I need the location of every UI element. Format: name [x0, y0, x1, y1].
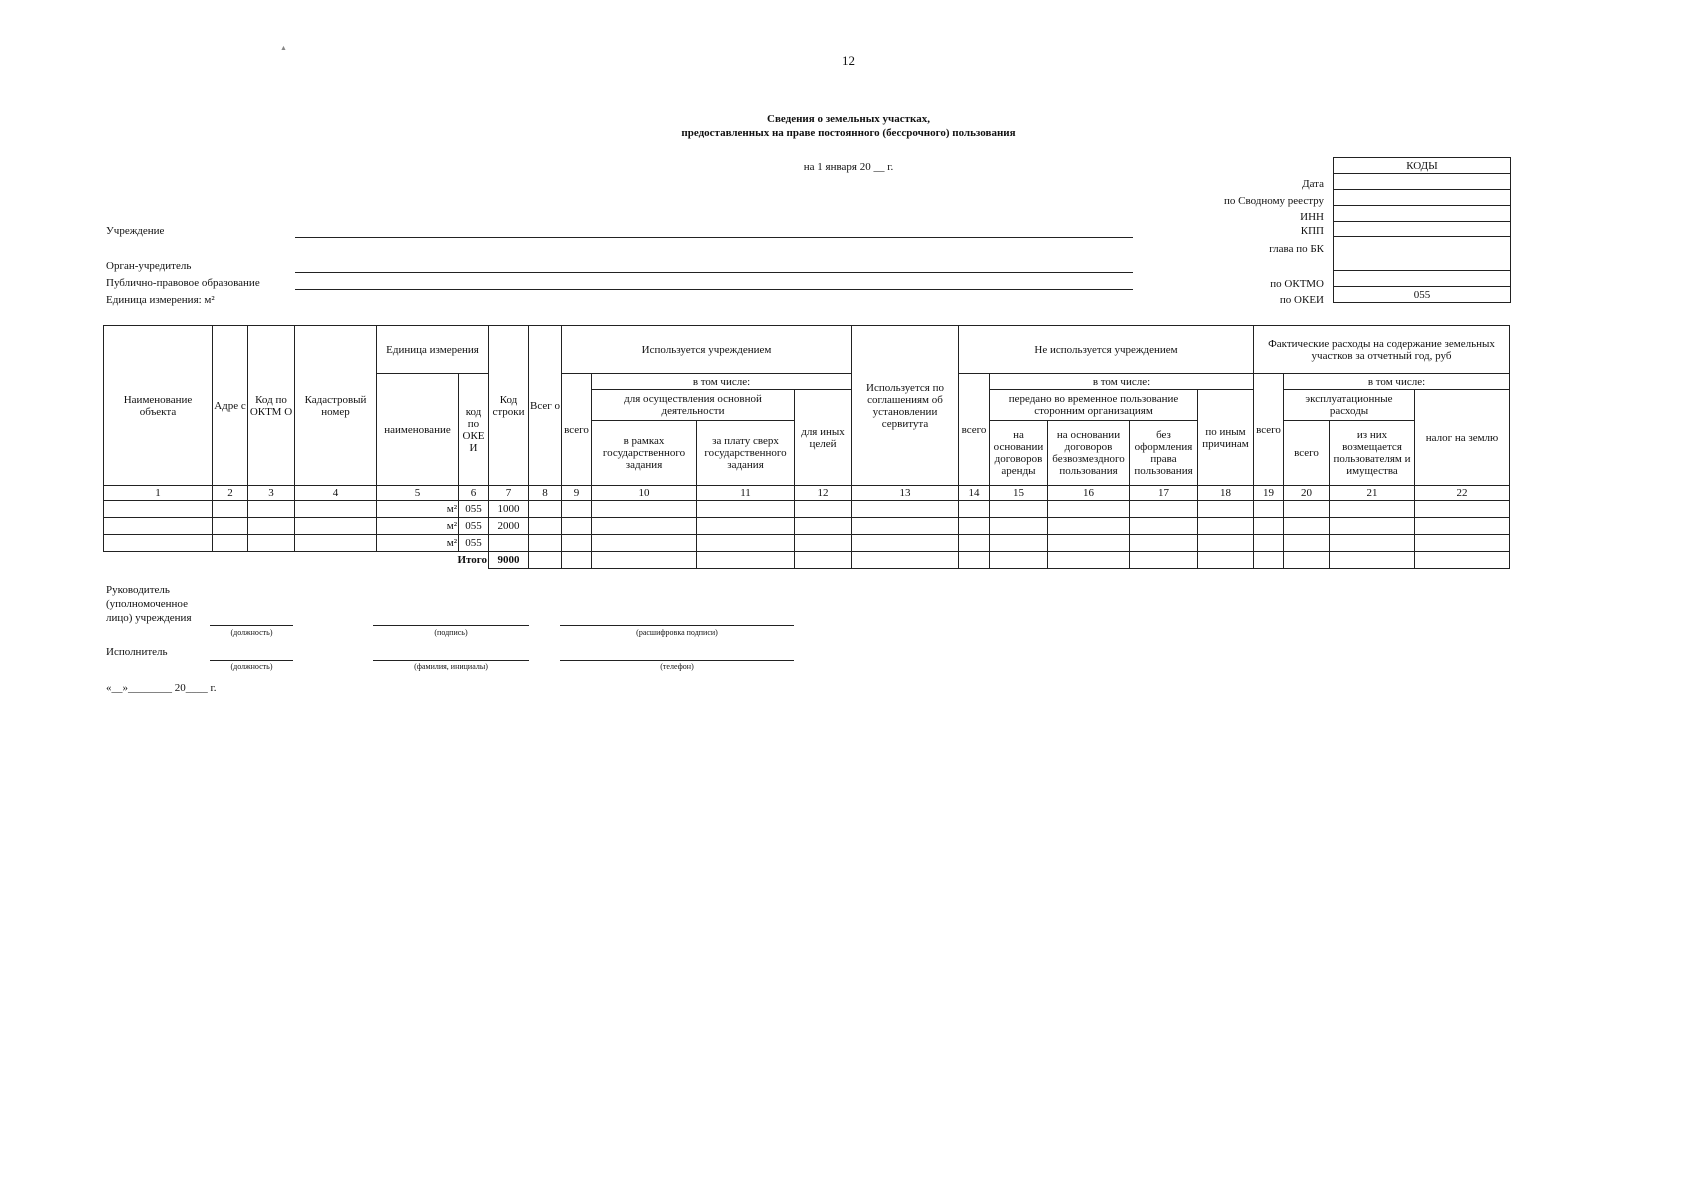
- total-row-code: 9000: [489, 552, 529, 569]
- executor-phone-field[interactable]: [560, 660, 794, 661]
- codes-okei-label: по ОКЕИ: [1279, 294, 1324, 306]
- cell[interactable]: [592, 501, 697, 518]
- column-number: 13: [852, 486, 959, 501]
- codes-chapter-label: глава по БК: [1269, 243, 1324, 255]
- th-unit-name: наименование: [377, 374, 459, 486]
- th-lease: на основании договоров аренды: [990, 421, 1048, 486]
- cell-unit: м²: [377, 501, 459, 518]
- cell[interactable]: [697, 518, 795, 535]
- codes-inn-cell[interactable]: [1334, 206, 1511, 222]
- column-number: 2: [213, 486, 248, 501]
- cell[interactable]: [1254, 501, 1284, 518]
- column-numbers-row: [104, 486, 1510, 501]
- codes-header: КОДЫ: [1334, 158, 1511, 174]
- cell[interactable]: [529, 501, 562, 518]
- executor-label: Исполнитель: [106, 646, 168, 658]
- cell[interactable]: [1130, 518, 1198, 535]
- column-number: 12: [795, 486, 852, 501]
- th-used-incl: в том числе:: [592, 374, 852, 390]
- cell-code: 055: [459, 535, 489, 552]
- cell[interactable]: [795, 501, 852, 518]
- institution-label: Учреждение: [106, 225, 165, 237]
- page-number: 12: [842, 53, 855, 68]
- head-position-field[interactable]: [210, 625, 293, 626]
- head-label: [106, 583, 192, 625]
- column-number: 1: [104, 486, 213, 501]
- cell[interactable]: [1130, 501, 1198, 518]
- institution-field[interactable]: [295, 237, 1133, 238]
- table-row: [104, 501, 1510, 518]
- th-cadastral: Кадастровый номер: [295, 326, 377, 486]
- head-line-3: лицо) учреждения: [106, 612, 192, 624]
- cell[interactable]: [1254, 552, 1284, 569]
- cell[interactable]: [592, 535, 697, 552]
- cell[interactable]: [1284, 552, 1330, 569]
- cell[interactable]: [1284, 535, 1330, 552]
- executor-name-field[interactable]: [373, 660, 529, 661]
- column-number: 17: [1130, 486, 1198, 501]
- th-oktmo: Код по ОКТМ О: [248, 326, 295, 486]
- cell[interactable]: [562, 518, 592, 535]
- th-exp-total: всего: [1254, 374, 1284, 486]
- title-line-1: Сведения о земельных участках,: [767, 113, 930, 125]
- head-line-1: Руководитель: [106, 584, 170, 596]
- codes-kpp-label: КПП: [1300, 225, 1324, 237]
- scan-speck: ▲: [280, 44, 287, 52]
- column-number: 15: [990, 486, 1048, 501]
- head-signature-field[interactable]: [373, 625, 529, 626]
- th-reimbursed: из них возмещается пользователям и имущества: [1330, 421, 1415, 486]
- public-entity-label: Публично-правовое образование: [106, 277, 260, 289]
- codes-registry-cell[interactable]: [1334, 190, 1511, 206]
- total-label: Итого: [104, 552, 489, 569]
- column-number: 4: [295, 486, 377, 501]
- cell[interactable]: [248, 535, 295, 552]
- cell[interactable]: [104, 501, 213, 518]
- th-other-reasons: по иным причинам: [1198, 390, 1254, 486]
- th-op-total: всего: [1284, 421, 1330, 486]
- cell[interactable]: [1198, 518, 1254, 535]
- total-row: [104, 552, 1510, 569]
- cell[interactable]: [529, 552, 562, 569]
- codes-okei-cell: 055: [1334, 287, 1511, 303]
- cell[interactable]: [213, 518, 248, 535]
- th-other-purposes: для иных целей: [795, 390, 852, 486]
- cell[interactable]: [697, 501, 795, 518]
- executor-phone-caption: (телефон): [660, 662, 694, 671]
- public-entity-field[interactable]: [295, 289, 1133, 290]
- cell[interactable]: [1415, 552, 1510, 569]
- codes-table: [1333, 157, 1511, 303]
- cell[interactable]: [852, 518, 959, 535]
- title-line-2: предоставленных на праве постоянного (бессрочного) пользования: [681, 127, 1016, 139]
- report-date: на 1 января 20 __ г.: [803, 161, 894, 173]
- th-used-group: Используется учреждением: [562, 326, 852, 374]
- codes-inn-label: ИНН: [1300, 211, 1324, 223]
- cell[interactable]: [1130, 552, 1198, 569]
- executor-name-caption: (фамилия, инициалы): [414, 662, 488, 671]
- cell[interactable]: [795, 518, 852, 535]
- cell-row-code: 2000: [489, 518, 529, 535]
- th-unit-code: код по ОКЕ И: [459, 374, 489, 486]
- cell[interactable]: [529, 518, 562, 535]
- cell[interactable]: [1415, 535, 1510, 552]
- th-expenses-group: Фактические расходы на содержание земельных участков за отчетный год, руб: [1254, 326, 1510, 374]
- cell[interactable]: [959, 535, 990, 552]
- cell-row-code: [489, 535, 529, 552]
- executor-position-field[interactable]: [210, 660, 293, 661]
- column-number: 6: [459, 486, 489, 501]
- cell[interactable]: [1284, 501, 1330, 518]
- cell[interactable]: [1130, 535, 1198, 552]
- cell[interactable]: [852, 501, 959, 518]
- th-name: Наименование объекта: [104, 326, 213, 486]
- cell[interactable]: [213, 501, 248, 518]
- cell[interactable]: [852, 552, 959, 569]
- column-number: 20: [1284, 486, 1330, 501]
- column-number: 21: [1330, 486, 1415, 501]
- codes-oktmo-label: по ОКТМО: [1270, 278, 1324, 290]
- cell[interactable]: [959, 518, 990, 535]
- cell-code: 055: [459, 501, 489, 518]
- th-no-rights: без оформления права пользования: [1130, 421, 1198, 486]
- column-number: 3: [248, 486, 295, 501]
- th-notused-incl: в том числе:: [990, 374, 1254, 390]
- cell[interactable]: [295, 535, 377, 552]
- head-line-2: (уполномоченное: [106, 598, 188, 610]
- cell-code: 055: [459, 518, 489, 535]
- cell[interactable]: [795, 535, 852, 552]
- cell[interactable]: [1415, 501, 1510, 518]
- column-number: 7: [489, 486, 529, 501]
- cell[interactable]: [1415, 518, 1510, 535]
- cell[interactable]: [104, 535, 213, 552]
- cell[interactable]: [104, 518, 213, 535]
- th-servitude: Используется по соглашениям об установлении сервитута: [852, 326, 959, 486]
- cell[interactable]: [697, 535, 795, 552]
- cell[interactable]: [562, 535, 592, 552]
- unit-label: Единица измерения: м²: [106, 294, 215, 306]
- codes-date-cell[interactable]: [1334, 174, 1511, 190]
- cell[interactable]: [1048, 535, 1130, 552]
- th-land-tax: налог на землю: [1415, 390, 1510, 486]
- head-decoding-field[interactable]: [560, 625, 794, 626]
- th-notused-total: всего: [959, 374, 990, 486]
- cell[interactable]: [1254, 535, 1284, 552]
- cell[interactable]: [248, 501, 295, 518]
- cell[interactable]: [1198, 535, 1254, 552]
- cell[interactable]: [1198, 501, 1254, 518]
- cell[interactable]: [1048, 501, 1130, 518]
- th-free-use: на основании договоров безвозмездного пользования: [1048, 421, 1130, 486]
- cell[interactable]: [990, 501, 1048, 518]
- th-paid: за плату сверх государственного задания: [697, 421, 795, 486]
- founder-field[interactable]: [295, 272, 1133, 273]
- codes-kpp-cell[interactable]: [1334, 222, 1511, 237]
- table-row: [104, 535, 1510, 552]
- column-number: 22: [1415, 486, 1510, 501]
- th-total: Всег о: [529, 326, 562, 486]
- codes-date-label: Дата: [1302, 178, 1324, 190]
- executor-position-caption: (должность): [230, 662, 273, 671]
- th-notused-group: Не используется учреждением: [959, 326, 1254, 374]
- table-row: [104, 518, 1510, 535]
- cell[interactable]: [959, 501, 990, 518]
- th-main-activity: для осуществления основной деятельности: [592, 390, 795, 421]
- cell[interactable]: [562, 552, 592, 569]
- th-exp-incl: в том числе:: [1284, 374, 1510, 390]
- cell[interactable]: [1048, 518, 1130, 535]
- cell[interactable]: [990, 535, 1048, 552]
- column-number: 8: [529, 486, 562, 501]
- cell[interactable]: [959, 552, 990, 569]
- column-number: 5: [377, 486, 459, 501]
- cell[interactable]: [1048, 552, 1130, 569]
- land-plots-table: [103, 325, 1510, 569]
- th-address: Адре с: [213, 326, 248, 486]
- signature-date: «__»________ 20____ г.: [106, 682, 217, 694]
- cell[interactable]: [592, 552, 697, 569]
- column-number: 19: [1254, 486, 1284, 501]
- cell[interactable]: [529, 535, 562, 552]
- cell[interactable]: [295, 518, 377, 535]
- cell[interactable]: [295, 501, 377, 518]
- codes-registry-label: по Сводному реестру: [1224, 195, 1324, 207]
- cell[interactable]: [1330, 552, 1415, 569]
- head-decoding-caption: (расшифровка подписи): [636, 628, 718, 637]
- cell[interactable]: [697, 552, 795, 569]
- th-operational: эксплуатационные расходы: [1284, 390, 1415, 421]
- column-number: 18: [1198, 486, 1254, 501]
- cell[interactable]: [1330, 535, 1415, 552]
- cell[interactable]: [1254, 518, 1284, 535]
- th-unit-group: Единица измерения: [377, 326, 489, 374]
- column-number: 11: [697, 486, 795, 501]
- cell[interactable]: [795, 552, 852, 569]
- cell[interactable]: [562, 501, 592, 518]
- cell-unit: м²: [377, 518, 459, 535]
- cell[interactable]: [592, 518, 697, 535]
- cell[interactable]: [213, 535, 248, 552]
- cell[interactable]: [1330, 518, 1415, 535]
- cell-row-code: 1000: [489, 501, 529, 518]
- th-transferred: передано во временное пользование сторонним организациям: [990, 390, 1198, 421]
- document-title: [0, 112, 1697, 140]
- cell[interactable]: [990, 552, 1048, 569]
- codes-chapter-cell[interactable]: [1334, 237, 1511, 271]
- th-used-total: всего: [562, 374, 592, 486]
- cell[interactable]: [1284, 518, 1330, 535]
- founder-label: Орган-учредитель: [106, 260, 192, 272]
- column-number: 10: [592, 486, 697, 501]
- cell[interactable]: [1330, 501, 1415, 518]
- cell[interactable]: [852, 535, 959, 552]
- column-number: 16: [1048, 486, 1130, 501]
- cell-unit: м²: [377, 535, 459, 552]
- th-state-task: в рамках государственного задания: [592, 421, 697, 486]
- cell[interactable]: [1198, 552, 1254, 569]
- column-number: 9: [562, 486, 592, 501]
- codes-oktmo-cell[interactable]: [1334, 271, 1511, 287]
- th-row-code: Код строки: [489, 326, 529, 486]
- head-position-caption: (должность): [230, 628, 273, 637]
- column-number: 14: [959, 486, 990, 501]
- cell[interactable]: [990, 518, 1048, 535]
- head-signature-caption: (подпись): [434, 628, 468, 637]
- cell[interactable]: [248, 518, 295, 535]
